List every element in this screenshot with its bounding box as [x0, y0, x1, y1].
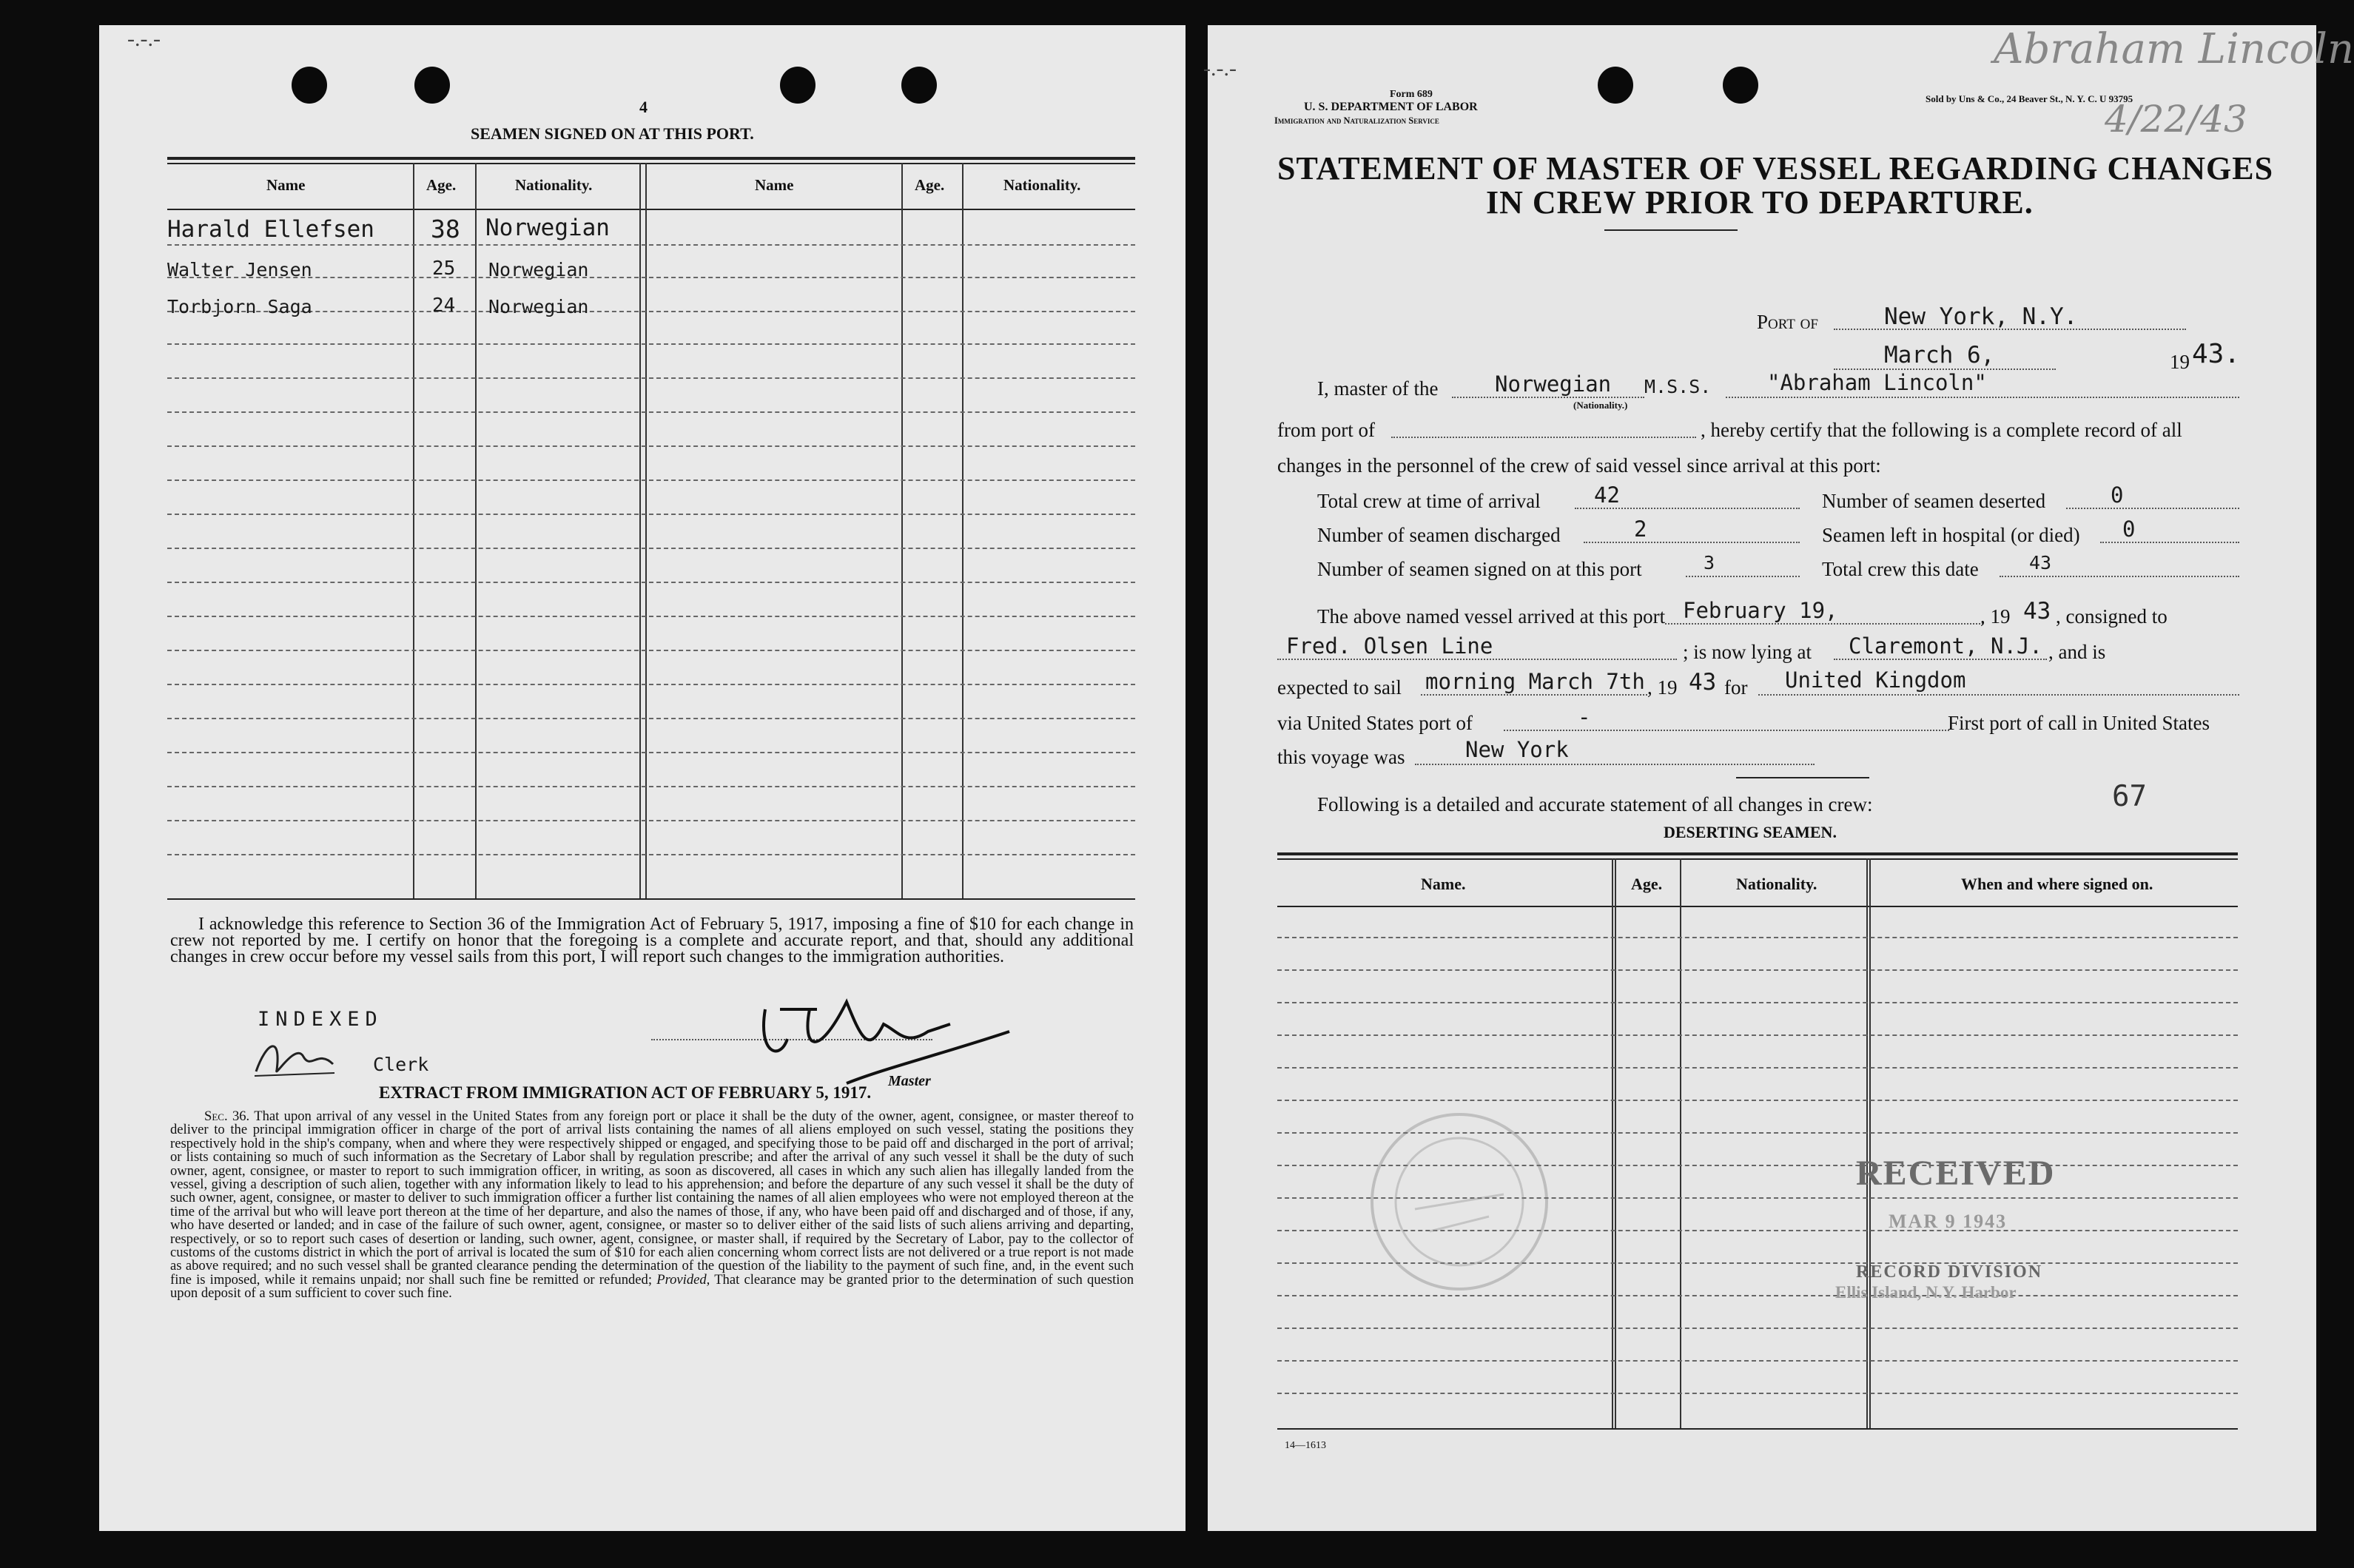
received-date: MAR 9 1943	[1889, 1211, 2008, 1232]
received-stamp: RECEIVED	[1856, 1154, 2056, 1193]
table-row-nationality: Norwegian	[485, 215, 610, 241]
destination-value: United Kingdom	[1785, 667, 1966, 693]
signed-on-value: 3	[1704, 552, 1715, 573]
punch-hole	[292, 67, 327, 104]
year-prefix: 19	[2170, 351, 2190, 373]
right-page	[1203, 25, 2354, 1531]
following-text: Following is a detailed and accurate statement of all changes in crew:	[1317, 793, 1873, 815]
expected-year-prefix: , 19	[1647, 676, 1678, 699]
left-page	[99, 25, 1186, 1531]
punch-hole	[1723, 67, 1758, 104]
arrived-label: The above named vessel arrived at this port	[1317, 605, 1666, 627]
punch-hole	[1598, 67, 1633, 104]
header-nationality-2: Nationality.	[1003, 176, 1081, 194]
handwritten-date: 4/22/43	[2105, 98, 2247, 141]
voyage-label: this voyage was	[1277, 746, 1405, 768]
header-name-2: Name	[755, 176, 794, 194]
deserted-value: 0	[2111, 482, 2124, 508]
sold-by: Sold by Uns & Co., 24 Beaver St., N. Y. C. U 93795	[1926, 93, 2133, 104]
table-row-age: 25	[432, 258, 456, 280]
clerk-initials-signature	[252, 1027, 340, 1086]
table-row-age: 38	[431, 215, 460, 243]
vessel-name: "Abraham Lincoln"	[1767, 370, 1987, 395]
deserted-label: Number of seamen deserted	[1822, 490, 2046, 512]
arrived-value: February 19,	[1683, 598, 1838, 623]
header-age: Age.	[426, 176, 457, 194]
signed-on-label: Number of seamen signed on at this port	[1317, 558, 1642, 580]
punch-hole	[780, 67, 816, 104]
master-of-label: I, master of the	[1317, 377, 1439, 400]
changes-text: changes in the personnel of the crew of said vessel since arrival at this port:	[1277, 454, 1881, 477]
voyage-value: New York	[1465, 737, 1569, 762]
port-value: New York, N.Y.	[1884, 303, 2078, 330]
expected-year: 43	[1689, 669, 1717, 696]
section-end: That clearance may be granted prior to the determination of such question upon deposit of a sum sufficient to cover such fine.	[170, 1271, 1134, 1302]
corner-mark: -.-.-	[127, 27, 161, 51]
table-row-nationality: Norwegian	[488, 259, 589, 280]
service: Immigration and Naturalization Service	[1274, 115, 1439, 126]
hospital-label: Seamen left in hospital (or died)	[1822, 524, 2080, 546]
ellis-island: Ellis Island, N.Y. Harbor	[1835, 1283, 2017, 1302]
section-body: That upon arrival of any vessel in the United States from any foreign port or place it shall be the duty of the owner, agent, consignee, or master thereof to deliver to the principal immigration officer in charge of the port of arrival lists containing the names of all aliens employed on such vessel, stating the positions they respectively hold in the ship's company, when and where they were respectively shipped or engaged, and specifying those to be paid off and discharged in the port of arrival; or lists containing so much of such information as the Secretary of Labor shall by regulation prescribe; and after the arrival of any such vessel it shall be the duty of such owner, agent, consignee, or master to report to such immigration officer, in writing, as soon as discovered, all cases in which any such alien has illegally landed from the vessel, giving a description of such alien, together with any information likely to lead to his apprehension; and before the departure of any such vessel it shall be the duty of such owner, agent, consignee, or master to deliver to such immigration officer a further list containing the names of all alien employees who were not employed thereon at the time of the arrival but who will leave port thereon at the time of her departure, and also the names of those, if any, who have been paid off and discharged and of those, if any, who have deserted or landed; and in case of the failure of such owner, agent, consignee, or master so to deliver either of the said lists of such aliens arriving and departing, respectively, or so to report such cases of desertion or landing, such owner, agent, consignee, or master shall, if required by the Secretary of Labor, pay to the collector of customs of the customs district in which the port of arrival is located the sum of $10 for each alien concerning whom correct lists are not delivered or a true report is not made as above required; and no such vessel shall be granted clearance pending the determination of the question of the liability to the payment of such fine, and, in the event such fine is imposed, while it remains unpaid; nor shall such fine be remitted or refunded;	[170, 1108, 1134, 1288]
header-age-2: Age.	[915, 176, 945, 194]
deserting-title: DESERTING SEAMEN.	[1664, 823, 1837, 841]
header-nationality: Nationality.	[515, 176, 593, 194]
arrived-year: 43	[2023, 598, 2051, 625]
punch-hole	[414, 67, 450, 104]
nationality-value: Norwegian	[1495, 371, 1612, 397]
total-date-value: 43	[2029, 552, 2052, 573]
indexed-stamp: INDEXED	[258, 1008, 383, 1031]
hospital-value: 0	[2122, 517, 2136, 542]
discharged-value: 2	[1634, 517, 1647, 542]
total-date-label: Total crew this date	[1822, 558, 1979, 580]
deserting-header-age: Age.	[1631, 875, 1663, 893]
port-label: Port of	[1757, 311, 1818, 333]
date-value: March 6,	[1884, 342, 1995, 369]
table-row-age: 24	[432, 295, 456, 317]
vessel-type: M.S.S.	[1644, 376, 1712, 397]
table-row-name: Torbjorn Saga	[167, 296, 312, 317]
first-call-label: First port of call in United States	[1948, 712, 2210, 734]
footer-code: 14—1613	[1285, 1440, 1326, 1451]
section-36-text	[170, 1110, 1134, 1301]
extract-title: EXTRACT FROM IMMIGRATION ACT OF FEBRUARY 5, 1917.	[379, 1083, 872, 1102]
via-value: -	[1578, 704, 1591, 730]
lying-label: ; is now lying at	[1683, 641, 1812, 663]
consigned-label: , consigned to	[2056, 605, 2168, 627]
deserting-header-when-where: When and where signed on.	[1961, 875, 2153, 893]
handwritten-note: Abraham Lincoln	[1994, 25, 2354, 73]
table-row-name: Walter Jensen	[167, 259, 312, 280]
consignee-value: Fred. Olsen Line	[1286, 633, 1493, 659]
arrived-year-prefix: , 19	[1980, 605, 2011, 627]
punch-hole	[901, 67, 937, 104]
from-port-label: from port of	[1277, 419, 1375, 441]
section-proviso: Provided,	[656, 1271, 710, 1288]
expected-label: expected to sail	[1277, 676, 1402, 699]
section-label: Sec. 36.	[204, 1108, 250, 1124]
deserting-header-nationality: Nationality.	[1736, 875, 1817, 893]
deserting-header-name: Name.	[1421, 875, 1466, 893]
nationality-caption: (Nationality.)	[1573, 400, 1628, 411]
table-row-nationality: Norwegian	[488, 296, 589, 317]
total-arrival-value: 42	[1594, 482, 1620, 508]
form-title-line2: IN CREW PRIOR TO DEPARTURE.	[1486, 184, 2034, 221]
lying-value: Claremont, N.J.	[1849, 633, 2042, 659]
and-is-label: , and is	[2048, 641, 2106, 663]
acknowledgement-text: I acknowledge this reference to Section 36 of the Immigration Act of February 5, 1917, imposing a fine of $10 for each change in crew not reported by me. I certify on honor that the foregoing is a complete and accurate report, and that, should any additional changes in crew occur before my vessel sails from this port, I will report such changes to the immigration authorities.	[170, 915, 1134, 966]
table-row-name: Harald Ellefsen	[167, 216, 374, 243]
form-title-line1: STATEMENT OF MASTER OF VESSEL REGARDING CHANGES	[1277, 150, 2274, 186]
certify-text: , hereby certify that the following is a complete record of all	[1701, 419, 2182, 441]
master-label: Master	[888, 1073, 931, 1089]
record-division: RECORD DIVISION	[1856, 1262, 2043, 1282]
header-name: Name	[266, 176, 306, 194]
section-title: SEAMEN SIGNED ON AT THIS PORT.	[471, 124, 754, 143]
total-arrival-label: Total crew at time of arrival	[1317, 490, 1541, 512]
master-signature	[736, 980, 1017, 1091]
department: U. S. DEPARTMENT OF LABOR	[1304, 101, 1478, 113]
faint-seal	[1363, 1106, 1556, 1298]
discharged-label: Number of seamen discharged	[1317, 524, 1561, 546]
via-label: via United States port of	[1277, 712, 1473, 734]
year-value: 43.	[2192, 339, 2241, 369]
expected-value: morning March 7th	[1425, 669, 1645, 694]
page-mark: 67	[2112, 780, 2147, 813]
page-number: 4	[639, 98, 648, 116]
corner-mark: -.-.-	[1203, 56, 1237, 81]
clerk-label: Clerk	[373, 1054, 429, 1075]
form-number: Form 689	[1390, 89, 1433, 100]
for-label: for	[1724, 676, 1748, 699]
